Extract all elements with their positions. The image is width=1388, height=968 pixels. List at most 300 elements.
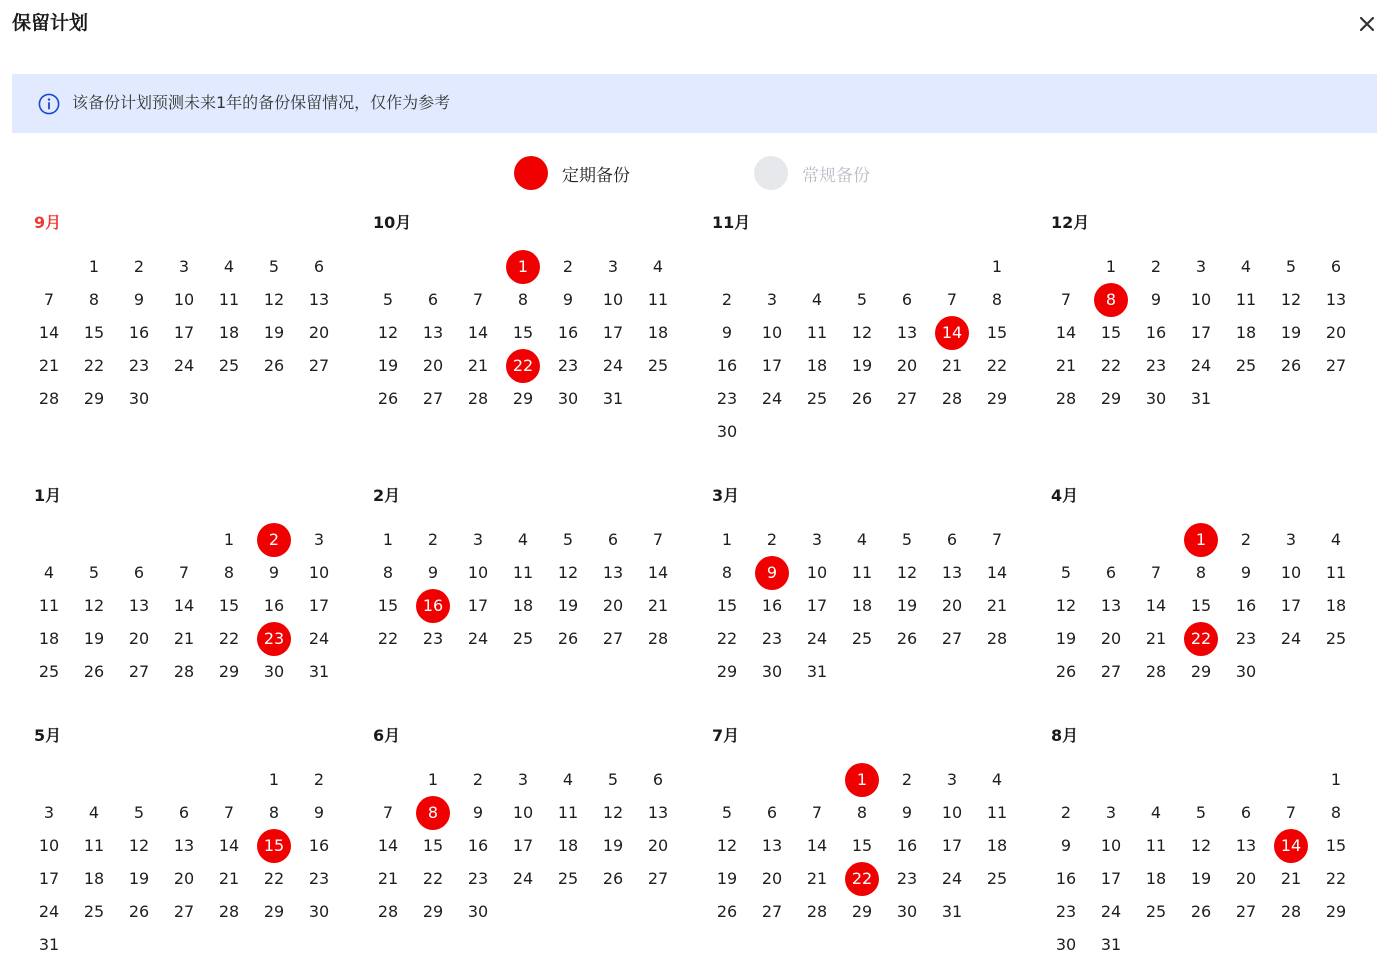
- calendar-day: 28: [377, 902, 399, 921]
- calendar-day: 16: [128, 323, 150, 342]
- calendar-day: 14: [38, 323, 60, 342]
- calendar-day: 5: [1285, 257, 1297, 276]
- periodic-backup-day: 8: [1094, 283, 1128, 317]
- calendar-day: 12: [128, 836, 150, 855]
- calendar-day: 13: [647, 803, 669, 822]
- calendar-day: 14: [467, 323, 489, 342]
- periodic-backup-day: 1: [845, 763, 879, 797]
- calendar-day: 25: [1145, 902, 1167, 921]
- calendar-day: 7: [43, 290, 55, 309]
- calendar-day: 19: [83, 629, 105, 648]
- calendar-day: 22: [83, 356, 105, 375]
- calendar-day: 14: [173, 596, 195, 615]
- calendar-day: 30: [128, 389, 150, 408]
- calendar-day: 19: [1190, 869, 1212, 888]
- calendar-day: 27: [308, 356, 330, 375]
- calendar-day: 29: [1100, 389, 1122, 408]
- calendar-day: 24: [761, 389, 783, 408]
- calendar-day: 23: [761, 629, 783, 648]
- calendar-day: 18: [218, 323, 240, 342]
- calendar-day: 21: [647, 596, 669, 615]
- calendar-day: 17: [1100, 869, 1122, 888]
- calendar-day: 27: [896, 389, 918, 408]
- calendar-day: 15: [1100, 323, 1122, 342]
- calendar-day: 13: [1100, 596, 1122, 615]
- calendar-day: 20: [128, 629, 150, 648]
- calendar-day: 8: [223, 563, 235, 582]
- calendar-day: 6: [178, 803, 190, 822]
- calendar-day: 26: [602, 869, 624, 888]
- calendar-day: 9: [133, 290, 145, 309]
- calendar-day: 6: [1240, 803, 1252, 822]
- calendar-day: 2: [427, 530, 439, 549]
- calendar-day: 1: [88, 257, 100, 276]
- calendar-day: 9: [562, 290, 574, 309]
- calendar-day: 9: [313, 803, 325, 822]
- calendar-day: 16: [1145, 323, 1167, 342]
- calendar-day: 2: [562, 257, 574, 276]
- calendar-day: 7: [178, 563, 190, 582]
- calendar-day: 30: [761, 662, 783, 681]
- calendar-day: 12: [896, 563, 918, 582]
- calendar-day: 29: [422, 902, 444, 921]
- calendar-day: 25: [647, 356, 669, 375]
- calendar-day: 20: [1325, 323, 1347, 342]
- calendar-day: 12: [1190, 836, 1212, 855]
- calendar-day: 3: [607, 257, 619, 276]
- calendar-day: 6: [652, 770, 664, 789]
- calendar-day: 25: [986, 869, 1008, 888]
- calendar-day: 11: [851, 563, 873, 582]
- calendar-day: 2: [1150, 257, 1162, 276]
- calendar-day: 18: [83, 869, 105, 888]
- month-title: 7月: [712, 726, 740, 745]
- calendar-day: 12: [1055, 596, 1077, 615]
- calendar-day: 26: [716, 902, 738, 921]
- calendar-day: 6: [901, 290, 913, 309]
- calendar-day: 9: [268, 563, 280, 582]
- calendar-day: 15: [716, 596, 738, 615]
- periodic-backup-day: 1: [1184, 523, 1218, 557]
- calendar-day: 6: [1105, 563, 1117, 582]
- calendar-day: 29: [851, 902, 873, 921]
- calendar-day: 15: [422, 836, 444, 855]
- calendar-day: 8: [1330, 803, 1342, 822]
- calendar-day: 27: [422, 389, 444, 408]
- calendar-day: 28: [173, 662, 195, 681]
- calendar-day: 10: [173, 290, 195, 309]
- calendar-day: 11: [647, 290, 669, 309]
- calendar-day: 29: [83, 389, 105, 408]
- calendar-day: 29: [1190, 662, 1212, 681]
- calendar-day: 5: [1060, 563, 1072, 582]
- month-title: 1月: [34, 486, 62, 505]
- calendar-day: 17: [602, 323, 624, 342]
- calendar-day: 28: [986, 629, 1008, 648]
- calendar-day: 5: [607, 770, 619, 789]
- calendar-day: 25: [38, 662, 60, 681]
- calendar-day: 9: [472, 803, 484, 822]
- calendar-day: 10: [761, 323, 783, 342]
- calendar-day: 13: [761, 836, 783, 855]
- calendar-day: 23: [308, 869, 330, 888]
- calendar-day: 15: [1190, 596, 1212, 615]
- calendar-day: 23: [557, 356, 579, 375]
- calendar-day: 22: [377, 629, 399, 648]
- info-circle-icon: [38, 93, 60, 115]
- periodic-backup-day: 2: [257, 523, 291, 557]
- calendar-day: 27: [173, 902, 195, 921]
- calendar-day: 11: [806, 323, 828, 342]
- calendar-day: 21: [1280, 869, 1302, 888]
- calendar-day: 10: [38, 836, 60, 855]
- calendar-day: 21: [986, 596, 1008, 615]
- periodic-backup-day: 15: [257, 829, 291, 863]
- calendar-day: 29: [986, 389, 1008, 408]
- calendar-day: 4: [223, 257, 235, 276]
- calendar-day: 7: [652, 530, 664, 549]
- calendar-day: 16: [467, 836, 489, 855]
- calendar-day: 10: [1100, 836, 1122, 855]
- calendar-day: 6: [1330, 257, 1342, 276]
- legend-regular-label: 常规备份: [802, 165, 870, 186]
- calendar-day: 27: [1235, 902, 1257, 921]
- legend-regular-backup: [754, 156, 870, 190]
- calendar-day: 2: [1240, 530, 1252, 549]
- calendar-day: 1: [223, 530, 235, 549]
- close-button[interactable]: [1355, 12, 1379, 36]
- calendar-day: 5: [382, 290, 394, 309]
- calendar-day: 8: [991, 290, 1003, 309]
- calendar-day: 4: [1240, 257, 1252, 276]
- calendar-day: 1: [382, 530, 394, 549]
- calendar-day: 18: [512, 596, 534, 615]
- calendar-day: 13: [896, 323, 918, 342]
- calendar-day: 3: [517, 770, 529, 789]
- calendar-day: 14: [1145, 596, 1167, 615]
- dialog-title: 保留计划: [12, 12, 89, 34]
- calendar-day: 14: [647, 563, 669, 582]
- calendar-day: 23: [128, 356, 150, 375]
- calendar-day: 9: [901, 803, 913, 822]
- calendar-day: 7: [811, 803, 823, 822]
- calendar-day: 3: [766, 290, 778, 309]
- calendar-day: 26: [557, 629, 579, 648]
- calendar-day: 5: [901, 530, 913, 549]
- calendar-day: 16: [716, 356, 738, 375]
- calendar-day: 10: [806, 563, 828, 582]
- calendar-day: 29: [512, 389, 534, 408]
- calendar-day: 15: [986, 323, 1008, 342]
- calendar-day: 27: [761, 902, 783, 921]
- calendar-day: 3: [1195, 257, 1207, 276]
- calendar-day: 16: [896, 836, 918, 855]
- calendar-day: 23: [1055, 902, 1077, 921]
- calendar-day: 31: [602, 389, 624, 408]
- periodic-backup-day: 22: [506, 349, 540, 383]
- calendar-day: 6: [133, 563, 145, 582]
- periodic-backup-day: 9: [755, 556, 789, 590]
- calendar-day: 20: [941, 596, 963, 615]
- calendar-day: 9: [1150, 290, 1162, 309]
- calendar-day: 28: [647, 629, 669, 648]
- calendar-day: 11: [512, 563, 534, 582]
- calendar-day: 13: [941, 563, 963, 582]
- calendar-day: 19: [602, 836, 624, 855]
- month-title: 12月: [1051, 213, 1090, 232]
- calendar-day: 21: [806, 869, 828, 888]
- calendar-day: 19: [263, 323, 285, 342]
- calendar-day: 17: [1190, 323, 1212, 342]
- calendar-day: 21: [218, 869, 240, 888]
- calendar-day: 2: [472, 770, 484, 789]
- calendar-day: 27: [128, 662, 150, 681]
- calendar-day: 17: [806, 596, 828, 615]
- periodic-backup-day: 22: [1184, 622, 1218, 656]
- calendar-day: 21: [1145, 629, 1167, 648]
- calendar-day: 16: [761, 596, 783, 615]
- calendar-day: 19: [377, 356, 399, 375]
- calendar-day: 11: [218, 290, 240, 309]
- calendar-day: 5: [721, 803, 733, 822]
- calendar-day: 18: [1325, 596, 1347, 615]
- calendar-day: 11: [38, 596, 60, 615]
- calendar-day: 6: [313, 257, 325, 276]
- calendar-day: 4: [43, 563, 55, 582]
- calendar-day: 22: [1325, 869, 1347, 888]
- calendar-day: 8: [382, 563, 394, 582]
- calendar-day: 18: [38, 629, 60, 648]
- calendar-day: 3: [43, 803, 55, 822]
- calendar-day: 2: [313, 770, 325, 789]
- regular-backup-swatch: [754, 156, 788, 190]
- calendar-day: 13: [1235, 836, 1257, 855]
- calendar-day: 31: [941, 902, 963, 921]
- calendar-day: 25: [851, 629, 873, 648]
- calendar-day: 11: [83, 836, 105, 855]
- calendar-day: 12: [263, 290, 285, 309]
- calendar-day: 8: [721, 563, 733, 582]
- calendar-day: 7: [1150, 563, 1162, 582]
- calendar-day: 30: [1055, 935, 1077, 954]
- periodic-backup-day: 1: [506, 250, 540, 284]
- month-title: 2月: [373, 486, 401, 505]
- calendar-day: 19: [896, 596, 918, 615]
- calendar-day: 20: [602, 596, 624, 615]
- calendar-day: 7: [223, 803, 235, 822]
- calendar-day: 6: [427, 290, 439, 309]
- month-title: 9月: [34, 213, 62, 232]
- calendar-day: 19: [1055, 629, 1077, 648]
- calendar-day: 7: [1285, 803, 1297, 822]
- calendar-day: 15: [218, 596, 240, 615]
- periodic-backup-swatch: [514, 156, 548, 190]
- calendar-day: 30: [896, 902, 918, 921]
- calendar-day: 29: [263, 902, 285, 921]
- calendar-day: 4: [856, 530, 868, 549]
- calendar-day: 21: [941, 356, 963, 375]
- calendar-day: 20: [647, 836, 669, 855]
- calendar-day: 17: [173, 323, 195, 342]
- calendar-day: 3: [1105, 803, 1117, 822]
- calendar-day: 28: [1145, 662, 1167, 681]
- calendar-day: 2: [721, 290, 733, 309]
- calendar-day: 5: [88, 563, 100, 582]
- calendar-day: 2: [1060, 803, 1072, 822]
- calendar-day: 15: [851, 836, 873, 855]
- calendar-day: 13: [173, 836, 195, 855]
- periodic-backup-day: 14: [1274, 829, 1308, 863]
- calendar-day: 16: [308, 836, 330, 855]
- calendar-day: 20: [1235, 869, 1257, 888]
- calendar-day: 12: [851, 323, 873, 342]
- calendar-day: 28: [38, 389, 60, 408]
- calendar-day: 27: [602, 629, 624, 648]
- calendar-day: 18: [806, 356, 828, 375]
- calendar-day: 24: [512, 869, 534, 888]
- calendar-day: 1: [991, 257, 1003, 276]
- calendar-day: 31: [308, 662, 330, 681]
- calendar-day: 4: [811, 290, 823, 309]
- calendar-day: 23: [1235, 629, 1257, 648]
- calendar-day: 28: [467, 389, 489, 408]
- calendar-day: 4: [517, 530, 529, 549]
- calendar-day: 30: [467, 902, 489, 921]
- calendar-day: 19: [851, 356, 873, 375]
- calendar-day: 23: [467, 869, 489, 888]
- calendar-day: 27: [1325, 356, 1347, 375]
- calendar-day: 29: [1325, 902, 1347, 921]
- calendar-day: 26: [1280, 356, 1302, 375]
- calendar-day: 12: [602, 803, 624, 822]
- calendar-day: 20: [308, 323, 330, 342]
- calendar-day: 20: [1100, 629, 1122, 648]
- calendar-day: 1: [1330, 770, 1342, 789]
- calendar-day: 7: [1060, 290, 1072, 309]
- calendar-day: 31: [38, 935, 60, 954]
- calendar-day: 28: [1280, 902, 1302, 921]
- calendar-day: 25: [218, 356, 240, 375]
- calendar-day: 31: [806, 662, 828, 681]
- calendar-day: 26: [128, 902, 150, 921]
- calendar-day: 21: [377, 869, 399, 888]
- calendar-day: 24: [1190, 356, 1212, 375]
- periodic-backup-day: 23: [257, 622, 291, 656]
- calendar-day: 4: [88, 803, 100, 822]
- calendar-day: 8: [88, 290, 100, 309]
- calendar-day: 15: [512, 323, 534, 342]
- calendar-day: 19: [1280, 323, 1302, 342]
- calendar-day: 26: [263, 356, 285, 375]
- calendar-day: 24: [602, 356, 624, 375]
- calendar-day: 1: [1105, 257, 1117, 276]
- calendar-day: 8: [1195, 563, 1207, 582]
- periodic-backup-day: 22: [845, 862, 879, 896]
- month-title: 5月: [34, 726, 62, 745]
- calendar-day: 12: [1280, 290, 1302, 309]
- calendar-day: 7: [946, 290, 958, 309]
- calendar-day: 1: [268, 770, 280, 789]
- calendar-day: 30: [716, 422, 738, 441]
- calendar-day: 26: [1055, 662, 1077, 681]
- calendar-day: 6: [607, 530, 619, 549]
- calendar-day: 19: [557, 596, 579, 615]
- calendar-day: 30: [557, 389, 579, 408]
- calendar-day: 13: [422, 323, 444, 342]
- calendar-day: 12: [83, 596, 105, 615]
- calendar-day: 11: [1145, 836, 1167, 855]
- calendar-day: 17: [38, 869, 60, 888]
- periodic-backup-day: 16: [416, 589, 450, 623]
- calendar-day: 9: [1240, 563, 1252, 582]
- calendar-day: 9: [427, 563, 439, 582]
- calendar-day: 8: [856, 803, 868, 822]
- calendar-day: 7: [382, 803, 394, 822]
- calendar-day: 3: [178, 257, 190, 276]
- month-title: 6月: [373, 726, 401, 745]
- calendar-day: 22: [986, 356, 1008, 375]
- calendar-day: 2: [133, 257, 145, 276]
- calendar-day: 11: [986, 803, 1008, 822]
- month-title: 10月: [373, 213, 412, 232]
- calendar-day: 28: [1055, 389, 1077, 408]
- calendar-day: 21: [1055, 356, 1077, 375]
- calendar-day: 18: [851, 596, 873, 615]
- calendar-day: 19: [128, 869, 150, 888]
- calendar-day: 12: [557, 563, 579, 582]
- calendar-day: 22: [716, 629, 738, 648]
- calendar-day: 5: [856, 290, 868, 309]
- calendar-day: 2: [766, 530, 778, 549]
- calendar-day: 17: [512, 836, 534, 855]
- calendar-day: 5: [1195, 803, 1207, 822]
- month-title: 4月: [1051, 486, 1079, 505]
- calendar-day: 20: [422, 356, 444, 375]
- calendar-day: 8: [517, 290, 529, 309]
- calendar-day: 17: [467, 596, 489, 615]
- calendar-day: 23: [716, 389, 738, 408]
- calendar-day: 18: [1235, 323, 1257, 342]
- calendar-day: 26: [896, 629, 918, 648]
- notice-text: 该备份计划预测未来1年的备份保留情况，仅作为参考: [72, 93, 451, 112]
- calendar-day: 3: [1285, 530, 1297, 549]
- calendar-day: 10: [1190, 290, 1212, 309]
- calendar-day: 29: [218, 662, 240, 681]
- calendar-day: 22: [422, 869, 444, 888]
- calendar-day: 4: [1330, 530, 1342, 549]
- calendar-day: 24: [38, 902, 60, 921]
- calendar-day: 15: [1325, 836, 1347, 855]
- calendar-day: 14: [806, 836, 828, 855]
- calendar-day: 2: [901, 770, 913, 789]
- periodic-backup-day: 14: [935, 316, 969, 350]
- calendar-day: 10: [1280, 563, 1302, 582]
- calendar-day: 13: [308, 290, 330, 309]
- calendar-day: 24: [1280, 629, 1302, 648]
- calendar-day: 6: [946, 530, 958, 549]
- calendar-day: 26: [851, 389, 873, 408]
- calendar-day: 5: [562, 530, 574, 549]
- calendar-day: 30: [263, 662, 285, 681]
- calendar-day: 16: [263, 596, 285, 615]
- calendar-day: 27: [1100, 662, 1122, 681]
- calendar-day: 21: [173, 629, 195, 648]
- calendar-day: 16: [557, 323, 579, 342]
- legend-periodic-label: 定期备份: [562, 165, 630, 186]
- calendar-day: 7: [991, 530, 1003, 549]
- calendar-day: 30: [1145, 389, 1167, 408]
- calendar-day: 4: [652, 257, 664, 276]
